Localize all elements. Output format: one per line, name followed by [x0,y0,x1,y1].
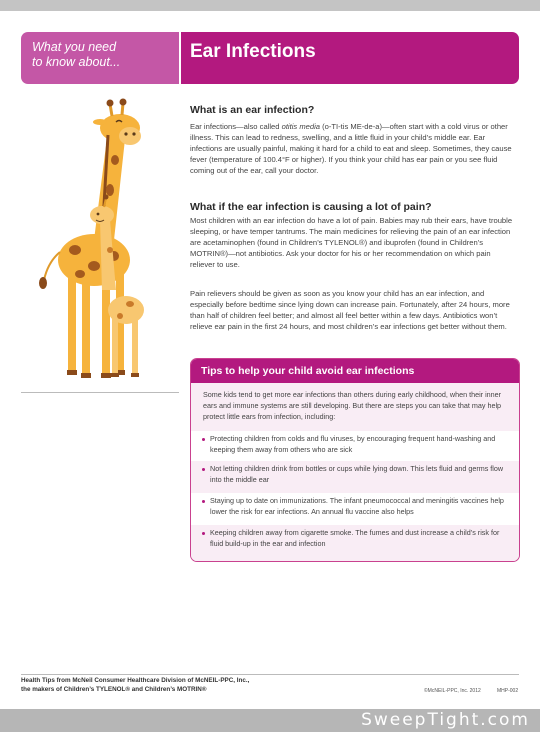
header-kicker-box [21,32,179,84]
section2-heading: What if the ear infection is causing a lot of pain? [190,201,432,213]
bullet-icon [202,438,205,441]
tip-item [191,461,519,493]
tip-text: Staying up to date on immunizations. The infant pneumococcal and meningitis vaccines help lower the risk for ear infections. An annual flu vaccine also helps [210,496,504,516]
header-kicker-line2: to know about... [32,55,121,69]
tips-header [191,359,519,383]
bullet-icon [202,500,205,503]
left-divider [21,392,179,393]
tip-text: Protecting children from colds and flu viruses, by encouraging frequent hand-washing and keeping them away from others who are sick [210,434,496,454]
footer-divider [21,674,519,675]
footer-line1: Health Tips from McNeil Consumer Healthcare Division of McNEIL-PPC, Inc., [21,677,250,684]
section2-body: Most children with an ear infection do have a lot of pain. Babies may rub their ears, have trouble sleeping, or have temper tantrums. The main medicines for relieving the pain of an ear infection are acetaminophen (found in Children’s TYLENOL®) and ibuprofen (found in Children’s MOTRIN®)—not antibiotics. Ask your doctor for his or her recommendation on which pain reliever to use. [190,216,513,270]
section1-body-italic: otitis media [281,122,321,131]
section1-body-post: (o-TI-tis ME-de-a)—often start with a cold virus or other illness. This can lead to redness, swelling, and a little fluid in your child’s middle ear. Ear infections are usually painful, making it hard for a child to eat and sleep. Sometimes, they cause fever (temperature of 100.4°F or higher). If you think your child has ear pain or you see fluid coming out of the ear, call your doctor. [190,122,512,176]
page-title: Ear Infections [190,41,316,62]
section1-heading: What is an ear infection? [190,104,315,116]
section1-body [190,121,516,176]
section1-body-pre: Ear infections—also called [190,122,282,131]
tips-intro-text: Some kids tend to get more ear infections than others during early childhood, when their inner ears and immune systems are still developing. But there are steps you can take that may help protect little ears from infection, including: [203,390,502,421]
footer-line2: the makers of Children’s TYLENOL® and Children’s MOTRIN® [21,685,207,693]
tips-box [190,358,520,562]
tips-heading: Tips to help your child avoid ear infections [201,365,415,377]
section-pain [190,201,516,270]
header-kicker [32,40,120,70]
tip-text: Keeping children away from cigarette smoke. The fumes and dust increase a child’s risk for fluid build-up in the ear and infection [210,528,500,548]
header-title-box [181,32,519,84]
watermark: SweepTight.com [361,710,530,730]
section3-body: Pain relievers should be given as soon as you know your child has an ear infection, and especially before bedtime since lying down can increase pain. Fortunately, after 24 hours, more than half of children feel better; and almost all feel better within a few days. Antibiotics won’t relieve ear pain in the first 24 hours, and most children’s ear infections get better without them. [190,289,510,332]
bullet-icon [202,468,205,471]
tip-item [191,431,519,461]
bullet-icon [202,532,205,535]
footer-credit [21,677,341,694]
giraffe-illustration [30,90,170,390]
top-bar [0,0,540,11]
header-kicker-line1: What you need [32,40,117,54]
tip-item [191,525,519,561]
tip-item [191,493,519,525]
section-what-is [190,104,516,176]
footer-copyright: ©McNEIL-PPC, Inc. 2012 [424,688,481,694]
tips-intro [191,383,519,431]
section-pain-relievers [190,288,516,332]
footer-code: MHP-002 [497,688,519,694]
tip-text: Not letting children drink from bottles or cups while lying down. This lets fluid and germs flow into the middle ear [210,464,504,484]
